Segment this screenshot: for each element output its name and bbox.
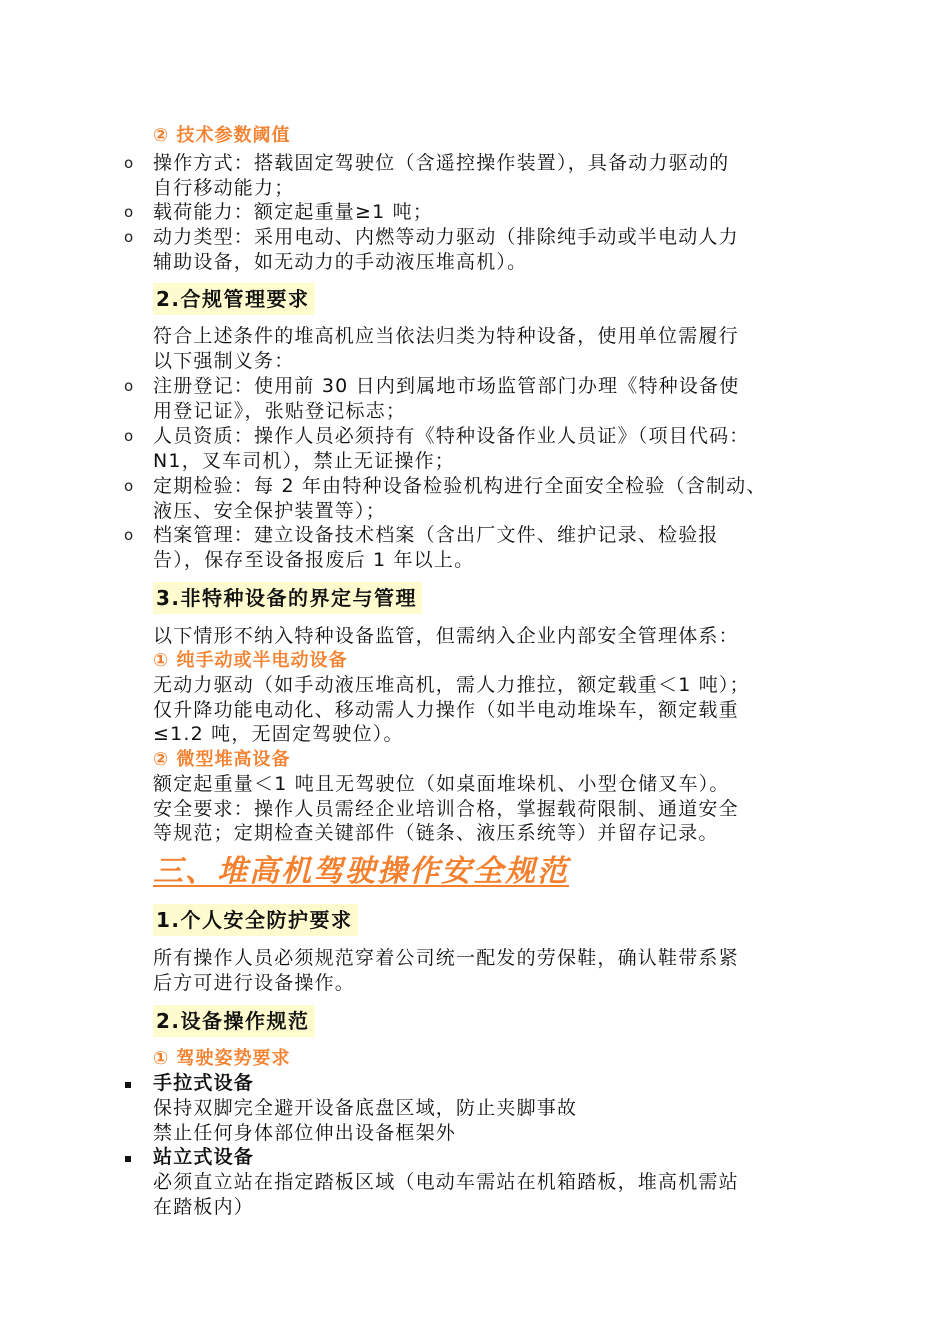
list-item: 载荷能力：额定起重量≥1 吨； xyxy=(153,201,434,223)
heading-compliance: 2.合规管理要求 xyxy=(153,283,315,315)
list-item: 人员资质：操作人员必须持有《特种设备作业人员证》（项目代码： N1，叉车司机），禁止无证操作； xyxy=(153,425,750,472)
square-bullet-icon xyxy=(125,1156,131,1162)
list-item: 定期检验：每 2 年由特种设备检验机构进行全面安全检验（含制动、 液压、安全保护装置等）； xyxy=(153,475,767,522)
heading-non-special: 3.非特种设备的界定与管理 xyxy=(153,582,422,614)
list-item: 动力类型：采用电动、内燃等动力驱动（排除纯手动或半电动人力 辅助设备，如无动力的手动液压堆高机）。 xyxy=(153,226,739,273)
bullet-marker: o xyxy=(124,377,134,395)
paragraph-micro: 额定起重量＜1 吨且无驾驶位（如桌面堆垛机、小型仓储叉车）。 安全要求：操作人员需经企业培训合格，掌握载荷限制、通道安全 等规范；定期检查关键部件（链条、液压系统等）并留存记录。 xyxy=(153,773,739,844)
item-title-hand: 手拉式设备 xyxy=(153,1072,255,1094)
list-item: 注册登记：使用前 30 日内到属地市场监管部门办理《特种设备使 用登记证》，张贴登记标志； xyxy=(153,375,740,422)
paragraph-hand: 保持双脚完全避开设备底盘区域，防止夹脚事故 禁止任何身体部位伸出设备框架外 xyxy=(153,1097,578,1144)
subheading-posture: ① 驾驶姿势要求 xyxy=(153,1048,291,1069)
bullet-marker: o xyxy=(124,203,134,221)
paragraph-non-special-intro: 以下情形不纳入特种设备监管，但需纳入企业内部安全管理体系： xyxy=(153,625,739,647)
item-title-stand: 站立式设备 xyxy=(153,1146,255,1168)
paragraph-ppe: 所有操作人员必须规范穿着公司统一配发的劳保鞋，确认鞋带系紧 后方可进行设备操作。 xyxy=(153,947,739,994)
bullet-marker: o xyxy=(124,154,134,172)
bullet-marker: o xyxy=(124,526,134,544)
subheading-tech-threshold: ② 技术参数阈值 xyxy=(153,125,291,146)
heading-ops: 2.设备操作规范 xyxy=(153,1005,315,1037)
paragraph-manual: 无动力驱动（如手动液压堆高机，需人力推拉，额定载重＜1 吨）； 仅升降功能电动化、移动需人力操作（如半电动堆垛车，额定载重 ≤1.2 吨，无固定驾驶位）。 xyxy=(153,674,750,745)
bullet-marker: o xyxy=(124,427,134,445)
bullet-marker: o xyxy=(124,228,134,246)
subheading-manual: ① 纯手动或半电动设备 xyxy=(153,650,348,671)
heading-ppe: 1.个人安全防护要求 xyxy=(153,904,358,936)
square-bullet-icon xyxy=(125,1082,131,1088)
paragraph-stand: 必须直立站在指定踏板区域（电动车需站在机箱踏板，堆高机需站 在踏板内） xyxy=(153,1171,739,1218)
list-item: 操作方式：搭载固定驾驶位（含遥控操作装置），具备动力驱动的 自行移动能力； xyxy=(153,152,730,199)
chapter-heading: 三、堆高机驾驶操作安全规范 xyxy=(153,854,569,889)
subheading-micro: ② 微型堆高设备 xyxy=(153,749,291,770)
paragraph-compliance-intro: 符合上述条件的堆高机应当依法归类为特种设备，使用单位需履行 以下强制义务： xyxy=(153,325,739,372)
list-item: 档案管理：建立设备技术档案（含出厂文件、维护记录、检验报 告），保存至设备报废后 1 年以上。 xyxy=(153,524,719,571)
bullet-marker: o xyxy=(124,477,134,495)
